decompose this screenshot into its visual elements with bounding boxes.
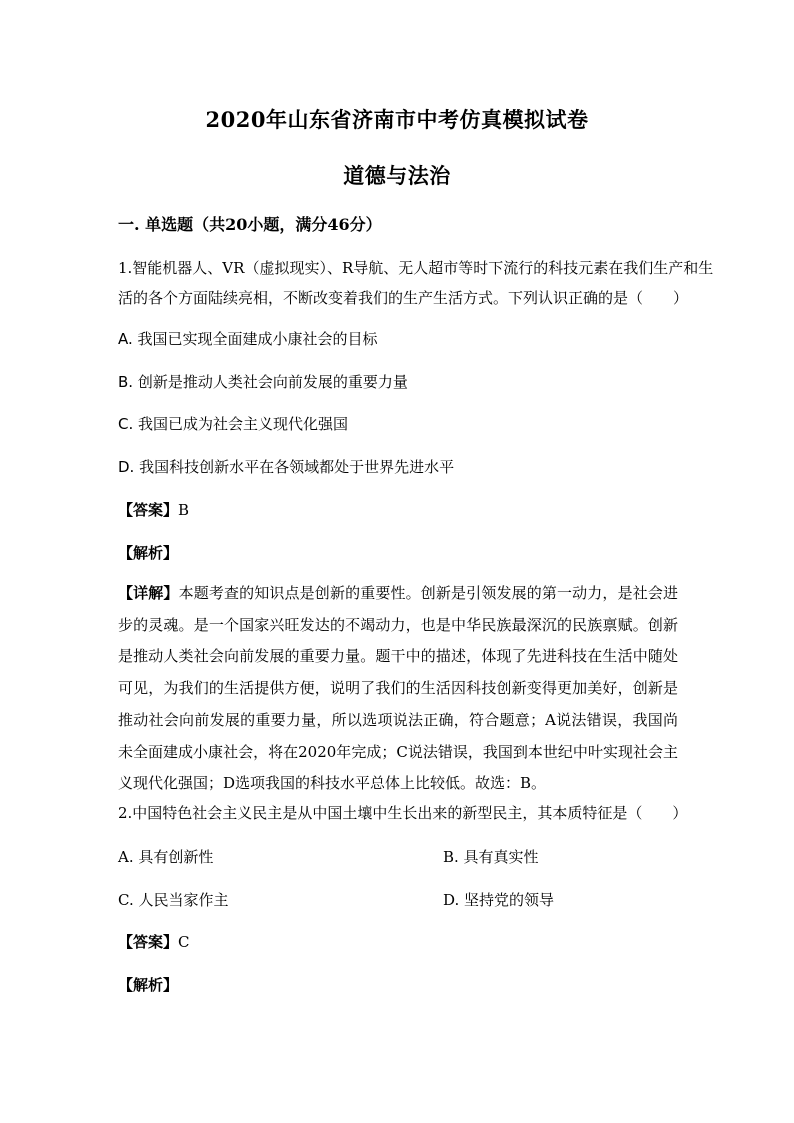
q1-option-c: C. 我国已成为社会主义现代化强国 [118,415,349,433]
q1-detail [118,578,678,800]
exam-title: 2020年山东省济南市中考仿真模拟试卷 [205,107,589,132]
q1-option-d: D. 我国科技创新水平在各领域都处于世界先进水平 [118,458,455,476]
answer-value: C [178,933,190,951]
q1-stem-line-1: 1.智能机器人、VR（虚拟现实）、R导航、无人超市等时下流行的科技元素在我们生产和生 [118,259,714,277]
q2-option-d: D. 坚持党的领导 [443,891,555,909]
answer-label: 【答案】 [118,933,179,951]
q2-analysis-label: 【解析】 [118,976,179,994]
answer-value: B [178,501,190,519]
q2-option-b: B. 具有真实性 [443,848,539,866]
answer-label: 【答案】 [118,501,179,519]
q2-option-a: A. 具有创新性 [118,848,214,866]
q2-answer [118,932,678,952]
q1-answer [118,500,678,520]
detail-text: 本题考查的知识点是创新的重要性。创新是引领发展的第一动力，是社会进步的灵魂。是一个国家兴旺发达的不竭动力，也是中华民族最深沉的民族禀赋。创新是推动人类社会向前发展的重要力量。题干中的描述，体现了先进科技在生活中随处可见，为我们的生活提供方便，说明了我们的生活因科技创新变得更加美好，创新是推动社会向前发展的重要力量，所以选项说法正确，符合题意；A说法错误，我国尚未全面建成小康社会，将在2020年完成；C说法错误，我国到本世纪中叶实现社会主义现代化强国；D选项我国的科技水平总体上比较低。故选：B。 [118,584,678,793]
q1-stem-line-2: 活的各个方面陆续亮相，不断改变着我们的生产生活方式。下列认识正确的是（ ） [118,289,689,307]
detail-label: 【详解】 [118,584,179,602]
q2-stem: 2.中国特色社会主义民主是从中国土壤中生长出来的新型民主，其本质特征是（ ） [118,804,688,822]
q2-option-c: C. 人民当家作主 [118,891,229,909]
q1-option-b: B. 创新是推动人类社会向前发展的重要力量 [118,373,408,391]
section-heading: 一. 单选题（共20小题，满分46分） [118,215,382,234]
q1-analysis-label: 【解析】 [118,544,179,562]
subject-title: 道德与法治 [343,163,451,188]
q1-option-a: A. 我国已实现全面建成小康社会的目标 [118,330,378,348]
